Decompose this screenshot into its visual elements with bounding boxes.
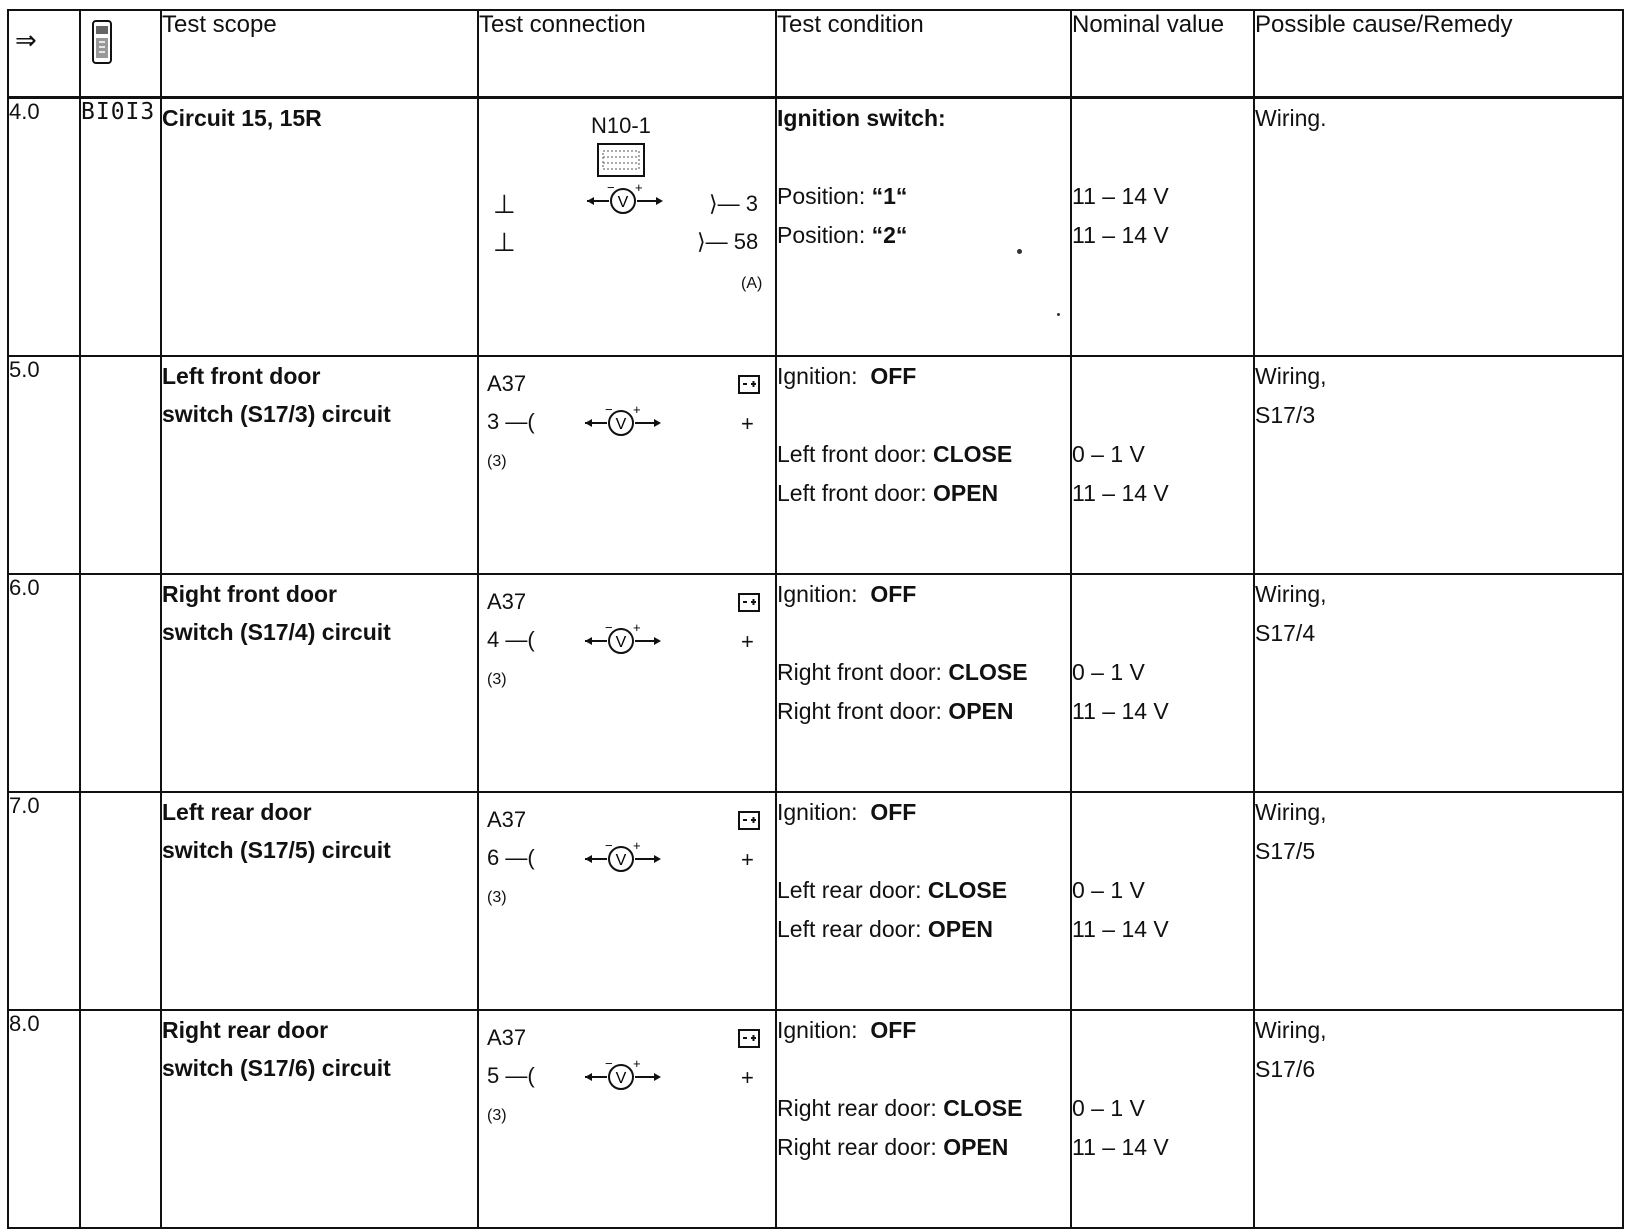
test-connection bbox=[478, 574, 776, 792]
positive-terminal: + bbox=[741, 847, 754, 872]
condition-label: Ignition: bbox=[777, 799, 858, 825]
condition-label: Left front door: bbox=[777, 480, 927, 506]
pin-number: 4 bbox=[487, 627, 500, 652]
header-possible-cause: Possible cause/Remedy bbox=[1254, 10, 1623, 98]
condition-line bbox=[777, 692, 1070, 731]
condition-line bbox=[777, 177, 1070, 216]
nominal-line: 11 – 14 V bbox=[1072, 183, 1169, 209]
test-connection bbox=[478, 98, 776, 357]
pin-number: 6 bbox=[487, 845, 500, 870]
pin-connector bbox=[487, 409, 535, 435]
condition-label: Position: bbox=[777, 222, 866, 248]
socket-icon: —( bbox=[505, 627, 535, 652]
condition-value: OPEN bbox=[943, 1134, 1009, 1160]
tester-code bbox=[80, 574, 161, 792]
cause-line: Wiring, bbox=[1255, 363, 1327, 389]
cause-line: S17/6 bbox=[1255, 1056, 1316, 1082]
component-label: A37 bbox=[487, 1025, 527, 1050]
test-scope bbox=[161, 356, 478, 574]
svg-text:−: − bbox=[607, 183, 615, 195]
test-connection bbox=[478, 792, 776, 1010]
nominal-line: 11 – 14 V bbox=[1072, 480, 1169, 506]
condition-value: OFF bbox=[870, 363, 917, 389]
nominal-line: 11 – 14 V bbox=[1072, 1134, 1169, 1160]
scope-line: Left front door bbox=[162, 363, 321, 389]
tester-device-icon bbox=[91, 19, 113, 65]
socket-icon: —( bbox=[505, 1063, 535, 1088]
scope-line: Right front door bbox=[162, 581, 338, 607]
socket-icon: —( bbox=[505, 845, 535, 870]
condition-label: Left rear door: bbox=[777, 877, 922, 903]
test-connection bbox=[478, 356, 776, 574]
nominal-value bbox=[1071, 1010, 1254, 1228]
svg-text:V: V bbox=[615, 1070, 627, 1087]
nominal-value bbox=[1071, 98, 1254, 357]
positive-terminal: + bbox=[741, 411, 754, 436]
step-number: 6.0 bbox=[8, 574, 80, 792]
cause-line: Wiring. bbox=[1255, 105, 1327, 131]
tester-code: BI0I3 bbox=[80, 98, 161, 357]
possible-cause bbox=[1254, 356, 1623, 574]
condition-label: Ignition: bbox=[777, 1017, 858, 1043]
condition-label: Right front door: bbox=[777, 659, 942, 685]
nominal-line: 0 – 1 V bbox=[1072, 659, 1145, 685]
condition-line bbox=[777, 871, 1070, 910]
test-scope bbox=[161, 98, 478, 357]
pin-number: 3 bbox=[745, 191, 758, 216]
condition-value: CLOSE bbox=[943, 1095, 1023, 1121]
battery-icon bbox=[737, 1027, 761, 1049]
nominal-line: 11 – 14 V bbox=[1072, 916, 1169, 942]
print-speck bbox=[1017, 249, 1022, 254]
component-label: A37 bbox=[487, 807, 527, 832]
voltmeter-icon bbox=[583, 405, 663, 439]
cause-line: S17/5 bbox=[1255, 838, 1316, 864]
condition-title: Ignition switch: bbox=[777, 105, 946, 131]
table-row bbox=[8, 98, 1623, 357]
possible-cause bbox=[1254, 792, 1623, 1010]
svg-text:+: + bbox=[633, 405, 641, 417]
table-header-row bbox=[8, 10, 1623, 98]
condition-title bbox=[777, 1011, 1070, 1050]
possible-cause bbox=[1254, 98, 1623, 357]
pin-number: 3 bbox=[487, 409, 500, 434]
svg-text:+: + bbox=[633, 623, 641, 635]
svg-text:+: + bbox=[633, 1059, 641, 1071]
pin-connector bbox=[697, 229, 758, 255]
header-nominal-value: Nominal value bbox=[1071, 10, 1254, 98]
pin-connector bbox=[487, 1063, 535, 1089]
test-condition bbox=[776, 574, 1071, 792]
possible-cause bbox=[1254, 574, 1623, 792]
connection-note: (3) bbox=[487, 1107, 507, 1124]
svg-text:V: V bbox=[617, 194, 629, 211]
nominal-line: 0 – 1 V bbox=[1072, 877, 1145, 903]
condition-label: Ignition: bbox=[777, 581, 858, 607]
condition-value: OFF bbox=[870, 581, 917, 607]
condition-value: CLOSE bbox=[927, 877, 1008, 903]
cause-line: Wiring, bbox=[1255, 581, 1327, 607]
nominal-value bbox=[1071, 792, 1254, 1010]
condition-title bbox=[777, 575, 1070, 614]
scope-line: switch (S17/3) circuit bbox=[162, 401, 391, 427]
tester-code bbox=[80, 1010, 161, 1228]
step-number: 8.0 bbox=[8, 1010, 80, 1228]
condition-value: CLOSE bbox=[948, 659, 1028, 685]
scope-line: switch (S17/5) circuit bbox=[162, 837, 391, 863]
table-row bbox=[8, 1010, 1623, 1228]
socket-icon: —( bbox=[505, 409, 535, 434]
condition-label: Ignition: bbox=[777, 363, 858, 389]
svg-text:−: − bbox=[605, 841, 613, 853]
condition-value: OPEN bbox=[927, 916, 994, 942]
scope-line: Circuit 15, 15R bbox=[162, 105, 322, 131]
condition-label: Right rear door: bbox=[777, 1095, 937, 1121]
condition-title bbox=[777, 357, 1070, 396]
scope-line: switch (S17/6) circuit bbox=[162, 1055, 391, 1081]
step-number: 7.0 bbox=[8, 792, 80, 1010]
print-speck bbox=[1057, 313, 1060, 316]
condition-value: OFF bbox=[870, 799, 917, 825]
test-condition bbox=[776, 1010, 1071, 1228]
connection-note: (3) bbox=[487, 453, 507, 470]
pin-number: 58 bbox=[733, 229, 759, 254]
svg-text:−: − bbox=[605, 623, 613, 635]
battery-icon bbox=[737, 809, 761, 831]
ground-symbol: ⊥ bbox=[493, 189, 516, 219]
positive-terminal: + bbox=[741, 629, 754, 654]
condition-title bbox=[777, 793, 1070, 832]
condition-label: Left front door: bbox=[777, 441, 927, 467]
voltmeter-icon bbox=[583, 841, 663, 875]
nominal-line: 0 – 1 V bbox=[1072, 1095, 1145, 1121]
cause-line: S17/3 bbox=[1255, 402, 1316, 428]
condition-value: OPEN bbox=[932, 480, 999, 506]
possible-cause bbox=[1254, 1010, 1623, 1228]
condition-value: CLOSE bbox=[932, 441, 1013, 467]
component-label: A37 bbox=[487, 371, 527, 396]
cause-line: S17/4 bbox=[1255, 620, 1316, 646]
condition-label: Position: bbox=[777, 183, 866, 209]
device-label: N10-1 bbox=[591, 113, 651, 138]
tester-code bbox=[80, 356, 161, 574]
condition-label: Right rear door: bbox=[777, 1134, 937, 1160]
component-label: A37 bbox=[487, 589, 527, 614]
voltmeter-icon bbox=[585, 183, 665, 217]
pin-connector bbox=[487, 627, 535, 653]
cause-line: Wiring, bbox=[1255, 799, 1327, 825]
condition-line bbox=[777, 216, 1070, 255]
voltmeter-icon bbox=[583, 623, 663, 657]
test-condition bbox=[776, 792, 1071, 1010]
condition-label: Left rear door: bbox=[777, 916, 922, 942]
svg-text:V: V bbox=[615, 416, 627, 433]
svg-text:−: − bbox=[605, 1059, 613, 1071]
test-table bbox=[7, 9, 1624, 1229]
pin-number: 5 bbox=[487, 1063, 500, 1088]
nominal-line: 11 – 14 V bbox=[1072, 222, 1169, 248]
test-scope bbox=[161, 574, 478, 792]
step-number: 5.0 bbox=[8, 356, 80, 574]
test-condition bbox=[776, 356, 1071, 574]
nominal-line: 11 – 14 V bbox=[1072, 698, 1169, 724]
nominal-line: 0 – 1 V bbox=[1072, 441, 1145, 467]
svg-text:+: + bbox=[635, 183, 643, 195]
table-row bbox=[8, 792, 1623, 1010]
scope-line: Right rear door bbox=[162, 1017, 329, 1043]
header-test-connection: Test connection bbox=[478, 10, 776, 98]
condition-label: Right front door: bbox=[777, 698, 942, 724]
socket-icon: ⟩— bbox=[697, 229, 728, 254]
test-scope bbox=[161, 792, 478, 1010]
header-test-condition: Test condition bbox=[776, 10, 1071, 98]
svg-text:V: V bbox=[615, 634, 627, 651]
pin-connector bbox=[487, 845, 535, 871]
connection-note: (3) bbox=[487, 671, 507, 688]
pin-connector bbox=[709, 191, 758, 217]
step-number: 4.0 bbox=[8, 98, 80, 357]
condition-line bbox=[777, 1089, 1070, 1128]
table-row bbox=[8, 574, 1623, 792]
svg-text:−: − bbox=[605, 405, 613, 417]
tester-code bbox=[80, 792, 161, 1010]
battery-icon bbox=[737, 373, 761, 395]
condition-line bbox=[777, 435, 1070, 474]
control-unit-icon bbox=[597, 143, 645, 177]
header-test-scope: Test scope bbox=[161, 10, 478, 98]
scope-line: Left rear door bbox=[162, 799, 312, 825]
condition-value: “1“ bbox=[871, 183, 908, 209]
condition-line bbox=[777, 474, 1070, 513]
test-condition bbox=[776, 98, 1071, 357]
positive-terminal: + bbox=[741, 1065, 754, 1090]
cause-line: Wiring, bbox=[1255, 1017, 1327, 1043]
condition-line bbox=[777, 1128, 1070, 1167]
condition-line bbox=[777, 910, 1070, 949]
header-tester-icon bbox=[80, 10, 161, 98]
nominal-value bbox=[1071, 356, 1254, 574]
test-scope bbox=[161, 1010, 478, 1228]
connection-note: (A) bbox=[741, 275, 763, 292]
condition-value: “2“ bbox=[871, 222, 908, 248]
condition-value: OFF bbox=[870, 1017, 917, 1043]
scope-line: switch (S17/4) circuit bbox=[162, 619, 391, 645]
svg-text:V: V bbox=[615, 852, 627, 869]
ground-symbol: ⊥ bbox=[493, 227, 516, 257]
table-row bbox=[8, 356, 1623, 574]
voltmeter-icon bbox=[583, 1059, 663, 1093]
socket-icon: ⟩— bbox=[709, 191, 740, 216]
test-connection bbox=[478, 1010, 776, 1228]
battery-icon bbox=[737, 591, 761, 613]
header-arrow: ⇒ bbox=[8, 10, 80, 98]
nominal-value bbox=[1071, 574, 1254, 792]
connection-note: (3) bbox=[487, 889, 507, 906]
condition-value: OPEN bbox=[948, 698, 1014, 724]
condition-line bbox=[777, 653, 1070, 692]
svg-text:+: + bbox=[633, 841, 641, 853]
